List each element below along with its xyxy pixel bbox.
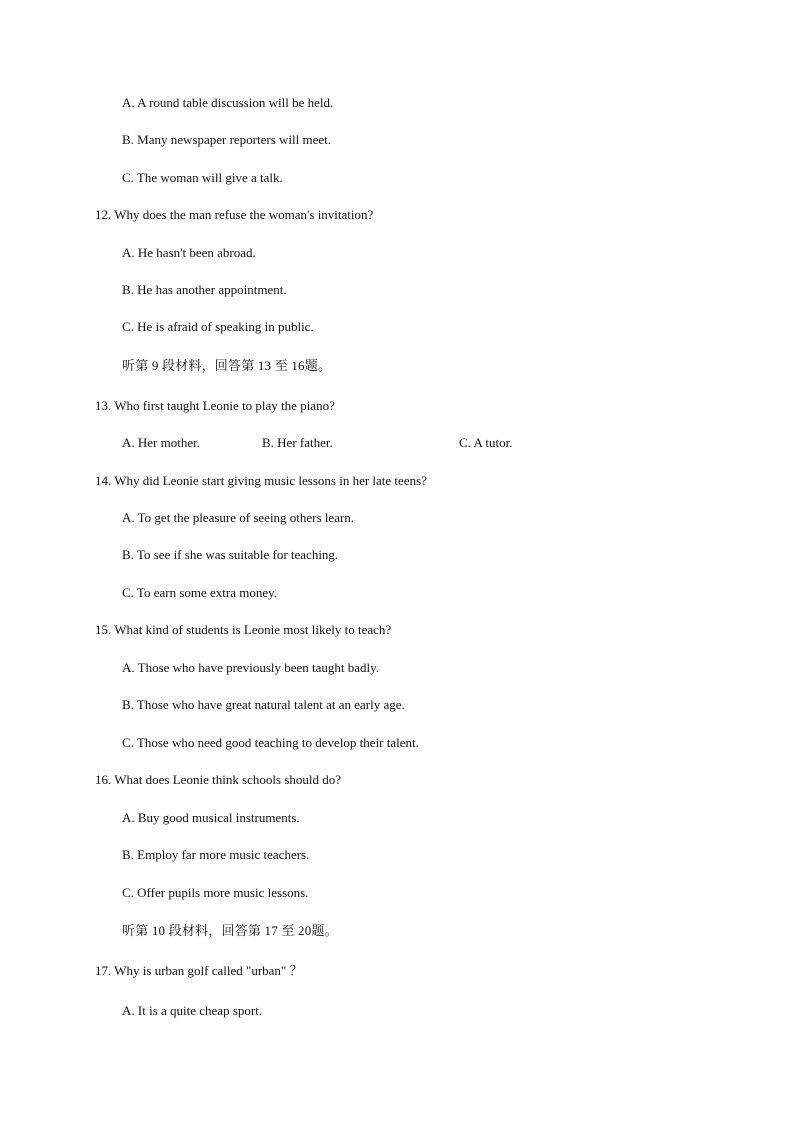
q12-option-c: C. He is afraid of speaking in public. [122,319,314,334]
q12-option-b: B. He has another appointment. [122,282,287,297]
section-9-instruction: 听第 9 段材料，回答第 13 至 16题。 [122,358,332,373]
q14-option-c: C. To earn some extra money. [122,585,278,600]
q11-option-a: A. A round table discussion will be held. [122,95,334,110]
q15-option-c: C. Those who need good teaching to develop their talent. [122,735,419,750]
q16-option-b: B. Employ far more music teachers. [122,847,310,862]
q11-option-c: C. The woman will give a talk. [122,170,283,185]
q13-option-c: C. A tutor. [459,435,513,450]
q14-option-a: A. To get the pleasure of seeing others learn. [122,510,355,525]
q13-option-a: A. Her mother. [122,435,200,450]
q17-question: 17. Why is urban golf called "urban" ？ [95,963,303,978]
q15-option-a: A. Those who have previously been taught badly. [122,660,380,675]
q11-option-b: B. Many newspaper reporters will meet. [122,132,332,147]
q17-option-a: A. It is a quite cheap sport. [122,1003,263,1018]
q12-option-a: A. He hasn't been abroad. [122,245,256,260]
q13-option-b: B. Her father. [262,435,333,450]
q14-question: 14. Why did Leonie start giving music lessons in her late teens? [95,473,427,488]
q13-question: 13. Who first taught Leonie to play the piano? [95,398,335,413]
q16-option-c: C. Offer pupils more music lessons. [122,885,309,900]
q14-option-b: B. To see if she was suitable for teaching. [122,547,339,562]
q15-option-b: B. Those who have great natural talent at an early age. [122,697,405,712]
section-10-instruction: 听第 10 段材料，回答第 17 至 20题。 [122,923,338,938]
q16-option-a: A. Buy good musical instruments. [122,810,300,825]
q15-question: 15. What kind of students is Leonie most likely to teach? [95,622,392,637]
q12-question: 12. Why does the man refuse the woman's invitation? [95,207,374,222]
q16-question: 16. What does Leonie think schools should do? [95,772,342,787]
